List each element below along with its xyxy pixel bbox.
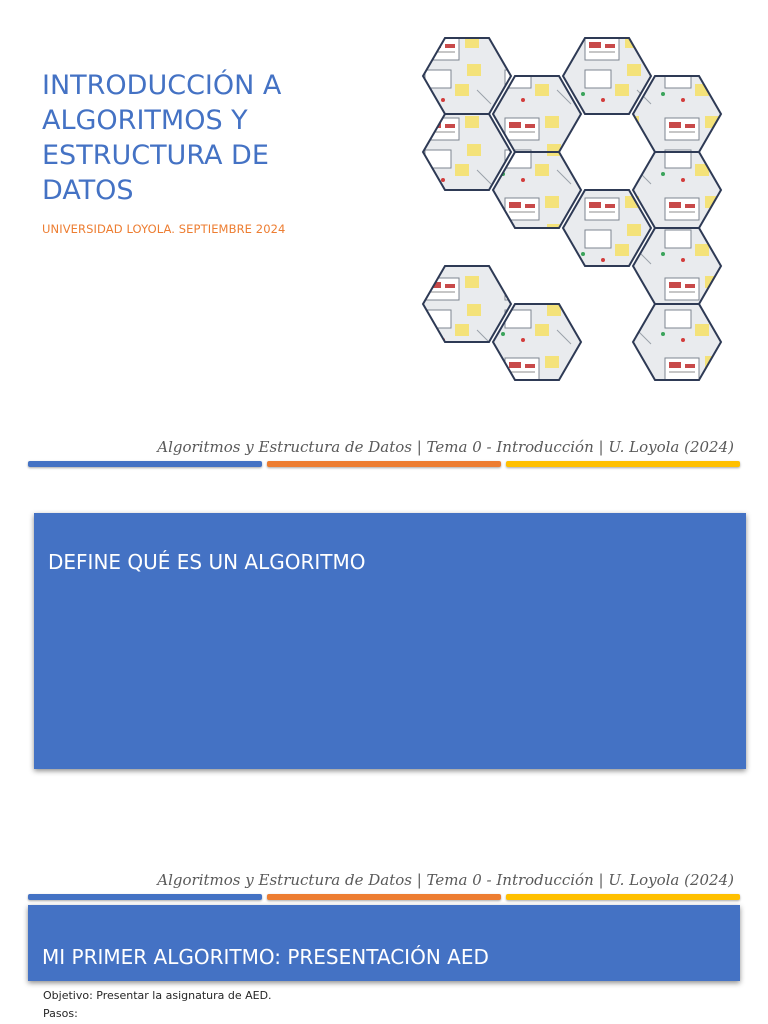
hexagon-tile — [423, 38, 511, 114]
hexagon-tile — [633, 228, 721, 304]
title-line: ALGORITMOS Y — [42, 105, 248, 136]
accent-bar-orange — [267, 894, 501, 900]
hexagon-tile — [493, 152, 581, 228]
hexagon-collage-image — [415, 30, 735, 390]
slide-content-box — [34, 513, 746, 769]
slide-heading-box — [28, 905, 740, 981]
hexagon-tile — [423, 266, 511, 342]
hexagon-tile — [633, 76, 721, 152]
slide-footer: Algoritmos y Estructura de Datos | Tema 0 - Introducción | U. Loyola (2024) — [157, 438, 734, 456]
hexagon-tile — [423, 114, 511, 190]
slide-heading: DEFINE QUÉ ES UN ALGORITMO — [48, 550, 366, 574]
title-line: INTRODUCCIÓN A — [42, 70, 282, 101]
hexagon-tile — [563, 38, 651, 114]
slide-heading: MI PRIMER ALGORITMO: PRESENTACIÓN AED — [42, 945, 489, 969]
hexagon-tile — [493, 76, 581, 152]
title-line: DATOS — [42, 175, 134, 206]
accent-bar-gold — [506, 461, 740, 467]
hexagon-tile — [563, 190, 651, 266]
hexagon-tile — [633, 304, 721, 380]
accent-bar-blue — [28, 461, 262, 467]
body-text-line: Pasos: — [43, 1007, 78, 1020]
slide-footer: Algoritmos y Estructura de Datos | Tema 0 - Introducción | U. Loyola (2024) — [157, 871, 734, 889]
hexagon-tile — [493, 304, 581, 380]
slide-title — [42, 68, 382, 208]
body-text-line: Objetivo: Presentar la asignatura de AED. — [43, 989, 272, 1002]
title-line: ESTRUCTURA DE — [42, 140, 269, 171]
accent-bar-gold — [506, 894, 740, 900]
slide-subtitle: UNIVERSIDAD LOYOLA. SEPTIEMBRE 2024 — [42, 222, 286, 236]
hexagon-tile — [633, 152, 721, 228]
accent-bar-blue — [28, 894, 262, 900]
accent-bar-orange — [267, 461, 501, 467]
